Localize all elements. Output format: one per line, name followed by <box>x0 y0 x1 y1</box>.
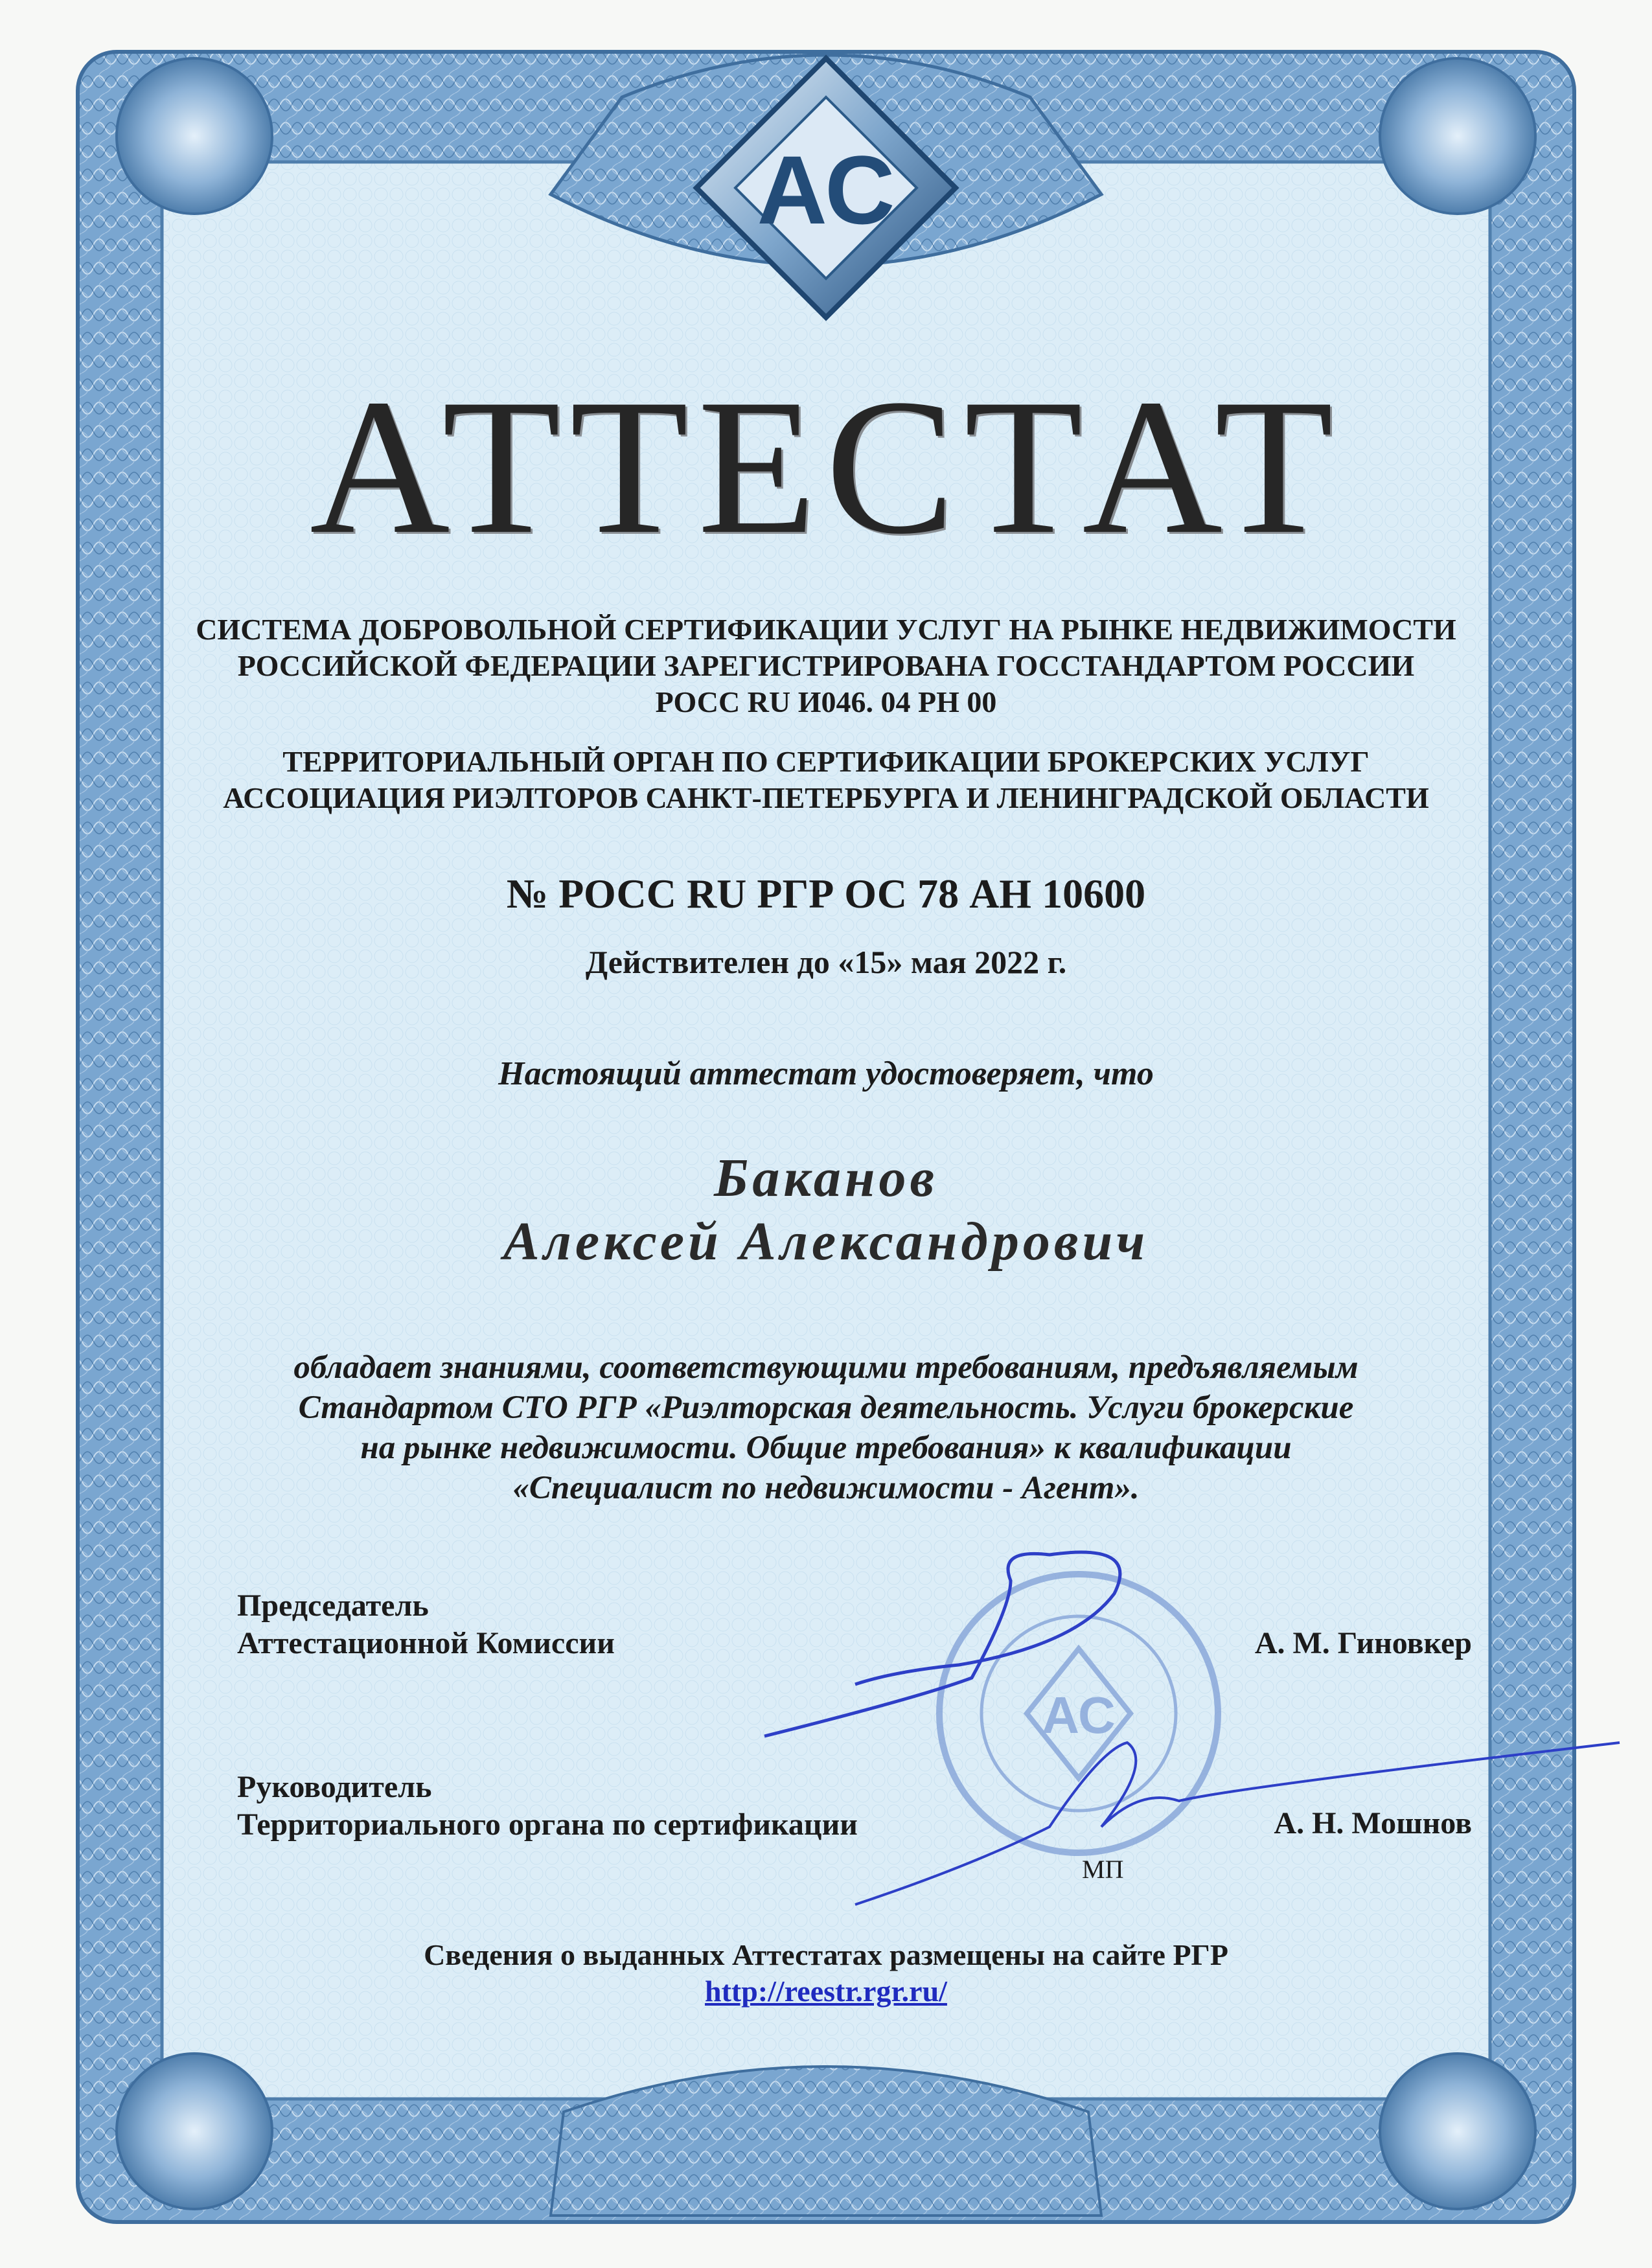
territorial-organ-header <box>0 744 1652 816</box>
role-line: Территориального органа по сертификации <box>237 1807 858 1842</box>
registry-note: Сведения о выданных Аттестатах размещены на сайте РГР <box>424 1938 1228 1971</box>
holder-name <box>0 1147 1652 1274</box>
corner-rosette-bottom-right <box>1380 2054 1535 2209</box>
signatory-2-role <box>237 1769 858 1844</box>
corner-rosette-top-left <box>117 58 272 214</box>
document-title: АТТЕСТАТ <box>310 359 1342 574</box>
header-line: СИСТЕМА ДОБРОВОЛЬНОЙ СЕРТИФИКАЦИИ УСЛУГ НА РЫНКЕ НЕДВИЖИМОСТИ <box>196 613 1456 646</box>
signatory-2-name: А. Н. Мошнов <box>1274 1806 1472 1840</box>
role-line: Председатель <box>237 1588 429 1623</box>
registry-link[interactable]: http://reestr.rgr.ru/ <box>705 1975 947 2008</box>
signatory-1-name: А. М. Гиновкер <box>1254 1626 1472 1660</box>
header-line: РОССИЙСКОЙ ФЕДЕРАЦИИ ЗАРЕГИСТРИРОВАНА ГОССТАНДАРТОМ РОССИИ <box>237 649 1415 682</box>
valid-until: Действителен до «15» мая 2022 г. <box>585 944 1067 980</box>
certification-system-header <box>0 612 1652 720</box>
organ-line: ТЕРРИТОРИАЛЬНЫЙ ОРГАН ПО СЕРТИФИКАЦИИ БРОКЕРСКИХ УСЛУГ <box>282 745 1370 778</box>
certificate-number: № РОСС RU РГР ОС 78 АН 10600 <box>506 871 1146 917</box>
organ-line: АССОЦИАЦИЯ РИЭЛТОРОВ САНКТ-ПЕТЕРБУРГА И ЛЕНИНГРАДСКОЙ ОБЛАСТИ <box>223 781 1429 814</box>
qualification-statement <box>0 1347 1652 1508</box>
holder-surname: Баканов <box>713 1148 938 1208</box>
signatory-1-role <box>237 1587 615 1662</box>
official-stamp <box>939 1574 1218 1853</box>
holder-given-name: Алексей Александрович <box>503 1211 1149 1272</box>
svg-text:АС: АС <box>757 135 895 244</box>
corner-rosette-top-right <box>1380 58 1535 214</box>
stamp-label: МП <box>1082 1855 1124 1884</box>
corner-rosette-bottom-left <box>117 2054 272 2209</box>
role-line: Руководитель <box>237 1770 432 1804</box>
header-line: РОСС RU И046. 04 РН 00 <box>655 685 997 718</box>
intro-statement: Настоящий аттестат удостоверяет, что <box>498 1055 1154 1092</box>
statement-line: на рынке недвижимости. Общие требования» к квалификации <box>360 1430 1292 1466</box>
svg-text:АС: АС <box>1042 1686 1116 1744</box>
statement-line: обладает знаниями, соответствующими требованиям, предъявляемым <box>293 1349 1359 1386</box>
role-line: Аттестационной Комиссии <box>237 1626 615 1660</box>
statement-line: «Специалист по недвижимости - Агент». <box>512 1470 1140 1506</box>
statement-line: Стандартом СТО РГР «Риэлторская деятельность. Услуги брокерские <box>298 1390 1354 1426</box>
